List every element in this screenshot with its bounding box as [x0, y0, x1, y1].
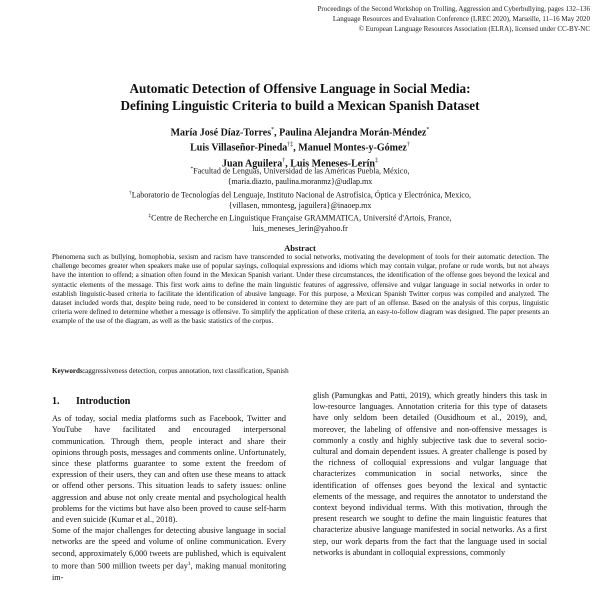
abstract-heading: Abstract [284, 243, 316, 253]
author-name: Juan Aguilera [221, 157, 283, 169]
header-line-1: Proceedings of the Second Workshop on Trolling, Aggression and Cyberbullying, pages 132–136 [317, 5, 590, 13]
abstract-body: Phenomena such as bullying, homophobia, sexism and racism have transcended to social networks, motivating the development of tools for their automatic detection. The challenge becomes greater when speakers make use of popular sayings, colloquial expressions and idioms which may contain vulgar, profane or rude words, but not always have the intention to offend; a situation often found in the Mexican Spanish variant. Under these circumstances, the identification of the offense goes beyond the lexical and syntactic elements of the message. This first work aims to define the main linguistic features of aggressive, offensive and vulgar language in social networks in order to establish linguistic-based criteria to facilitate the identification of abusive language. For this purpose, a Mexican Spanish Twitter corpus was compiled and analyzed. The dataset included words that, despite being rude, need to be considered in context to determine they are part of an offense. Based on the analysis of this corpus, linguistic criteria were defined to determine whether a message is offensive. To simplify the application of these criteria, an easy-to-follow diagram was designed. The paper presents an example of the use of the diagram, as well as the basic statistics of the corpus. [52, 253, 549, 326]
section-heading-introduction [52, 396, 286, 407]
author-mark: †‡ [287, 142, 294, 149]
affiliation-2 [0, 188, 600, 201]
right-column [313, 390, 547, 558]
author-line-2: Luis Villaseñor-Pineda†‡, Manuel Montes-y-Gómez† [190, 142, 410, 154]
paragraph-text-end: , making manual monitoring im- [52, 561, 287, 582]
author-mark: † [406, 142, 410, 149]
author-name: Paulina Alejandra Morán-Méndez [279, 127, 427, 139]
author-mark: * [271, 127, 275, 133]
author-mark: * [426, 127, 430, 133]
author-line-1: María José Díaz-Torres*, Paulina Alejandra Morán-Méndez* [170, 127, 430, 139]
affiliation-1-email: {maria.diazto, paulina.moranmz}@udlap.mx [227, 177, 373, 187]
affiliation-text: Facultad de Lenguas, Universidad de las Américas Puebla, México, [193, 166, 410, 176]
header-line-2: Language Resources and Evaluation Conference (LREC 2020), Marseille, 11–16 May 2020 [332, 15, 590, 23]
keywords-label: Keywords: [52, 367, 86, 375]
author-mark: † [282, 157, 286, 164]
footnote-mark: 1 [187, 560, 191, 567]
author-name: María José Díaz-Torres [170, 127, 272, 139]
affiliation-3-email: luis_meneses_lerin@yahoo.fr [252, 224, 348, 234]
intro-paragraph-2 [52, 525, 286, 583]
section-title: Introduction [76, 396, 131, 407]
section-number: 1. [52, 396, 60, 407]
left-column [52, 392, 286, 583]
author-line-3: Juan Aguilera†, Luis Meneses-Lerín‡ [221, 157, 378, 169]
affiliations [0, 164, 600, 235]
paper-title [0, 80, 600, 114]
affiliation-1 [0, 164, 600, 177]
author-mark: ‡ [375, 157, 378, 164]
affiliation-mark: * [190, 166, 194, 172]
header-line-3: © European Language Resources Association (ELRA), licensed under CC-BY-NC [358, 25, 590, 33]
author-name: Luis Meneses-Lerín [290, 157, 375, 169]
right-column-paragraph: glish (Pamungkas and Patti, 2019), which greatly hinders this task in low-resource languages. Annotation criteria for this type of datasets have only seldom been detailed (Ousidhoum et al., 2019), and, moreover, the labeling of offensive and non-offensive messages is commonly a costly and highly subjective task due to several socio-cultural and domain dependent issues. A greater challenge is posed by the richness of colloquial expressions and vulgar language that characterizes communication in social networks, since the identification of offenses goes beyond the lexical and syntactic elements of the message, and requires the annotator to understand the context beyond individual terms. With this motivation, through the present research we sought to define the main linguistic features that characterize abusive language manifested in social networks. As a first step, our work departs from the fact that the language used in social networks is abundant in colloquial expressions, commonly [313, 391, 547, 557]
keywords [52, 367, 549, 376]
intro-paragraph-1: As of today, social media platforms such as Facebook, Twitter and YouTube have facilitated and encouraged interpersonal communication. Through them, people interact and share their opinions through posts, messages and comments online. Unfortunately, since these platforms guarantee to some extent the freedom of expression of their users, they can and often use these means to attack or offend other persons. This situation leads to safety issues: online aggression and abuse not only create mental and psychological health problems for the victims but have also been proved to cause self-harm and even suicide (Kumar et al., 2018). [52, 414, 286, 525]
affiliation-text: Laboratorio de Tecnologías del Lenguaje, Instituto Nacional de Astrofísica, Óptica y Electrónica, Mexico, [131, 190, 471, 200]
affiliation-text: Centre de Recherche en Linguistique Française GRAMMATICA, Université d'Artois, France, [151, 213, 452, 223]
author-name: Manuel Montes-y-Gómez [298, 142, 407, 154]
affiliation-3 [0, 211, 600, 224]
keywords-list: aggressiveness detection, corpus annotation, text classification, Spanish [85, 367, 289, 375]
affiliation-mark: † [129, 189, 132, 196]
affiliation-mark: ‡ [148, 213, 152, 220]
paragraph-text: Some of the major challenges for detecting abusive language in social networks are the speed and volume of online communication. Every second, approximately 6,000 tweets are published, which is equivalent to more than 500 million tweets per day [52, 526, 286, 571]
proceedings-header [240, 4, 590, 34]
title-line-1: Automatic Detection of Offensive Language in Social Media: [129, 81, 471, 96]
title-line-2: Defining Linguistic Criteria to build a Mexican Spanish Dataset [120, 98, 480, 113]
affiliation-2-email: {villasen, mmontesg, jaguilera}@inaoep.mx [228, 200, 372, 210]
author-name: Luis Villaseñor-Pineda [190, 142, 288, 154]
